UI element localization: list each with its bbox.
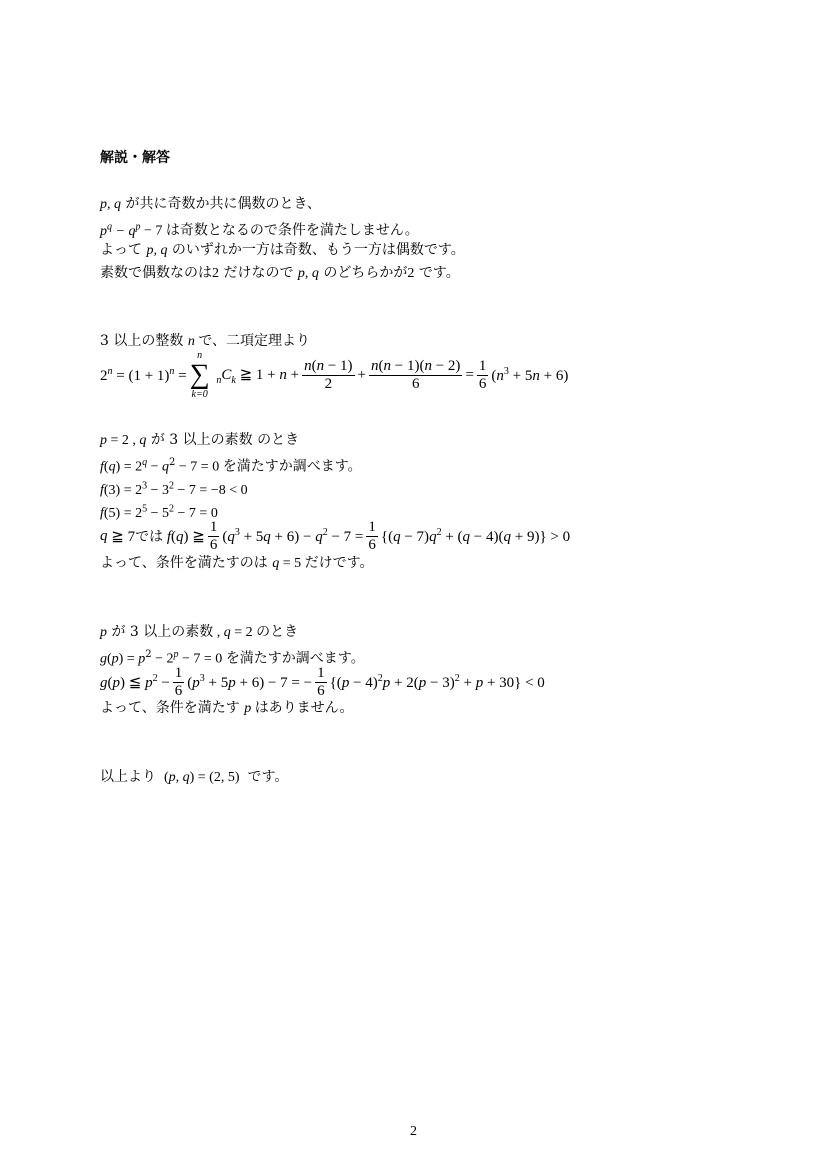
section1-line1-text: が共に奇数か共に偶数のとき、 — [125, 196, 321, 212]
g-inequality: g(p) ≦ $p^2$ − $\frac{1}{6}$ $(p^3 + 5p + 6) - 7$ = − $\frac{1}{6}$ $\{(p - 4)^2p + 2(p - 3)^2 + p + 30\} < 0$ — [100, 664, 545, 699]
page-title: 解説・解答 — [100, 150, 170, 166]
section3-check: $f(q) = 2^q - q^2 - 7 = 0$ を満たすか調べます。 — [100, 457, 362, 475]
sum-sigma: n ∑ k=0 — [189, 350, 210, 400]
f5-line: $f(5) = 2^5 - 5^2 - 7 = 0$ — [100, 503, 218, 521]
section4-conclusion: よって、条件を満たす p はありません。 — [100, 700, 354, 716]
section2-intro: 3 以上の整数 n で、二項定理より — [100, 333, 311, 349]
section3-intro: p = 2 , q が 3 以上の素数 のとき — [100, 432, 300, 448]
section3-conclusion: よって、条件を満たすのは q = 5 だけです。 — [100, 555, 374, 571]
binomial-equation: $2^n = (1 + 1)^n$ = n ∑ k=0 $_nC_k$ ≧ 1 + n + $\frac{n(n - 1)}{2}$ + $\frac{n(n - 1)(n - 2)}{6}$ = $\frac{1}{6}$ $(n^3 + 5n + 6)$ — [100, 350, 569, 400]
section1-line2-text: は奇数となるので条件を満たしません。 — [165, 222, 419, 239]
section1-line3: よって p, q のいずれか一方は奇数、もう一方は偶数です。 — [100, 242, 465, 258]
final-answer: 以上より (p, q) = (2, 5) です。 — [100, 769, 289, 785]
section4-check: $g(p) = p^2 - 2^p - 7 = 0$ を満たすか調べます。 — [100, 649, 365, 667]
page-number: 2 — [410, 1124, 417, 1139]
section1-line2: $p^q - q^p - 7$ は奇数となるので条件を満たしません。 — [100, 221, 419, 239]
section4-intro: p が 3 以上の素数 , q = 2 のとき — [100, 624, 299, 640]
f3-line: $f(3) = 2^3 - 3^2 - 7 = -8 < 0$ — [100, 480, 248, 498]
section1-line4: 素数で偶数なのは2 だけなので p, q のどちらかが2 です。 — [100, 265, 460, 281]
section1-line1: p, q が共に奇数か共に偶数のとき、 — [100, 196, 321, 212]
q-ge-7-line: q ≧ 7 では f(q) ≧ $\frac{1}{6}$ $(q^3 + 5q + 6) - q^2 - 7$ = $\frac{1}{6}$ $\{(q - 7)q^2 + (q - 4)(q + 9)\} > 0$ — [100, 518, 571, 553]
